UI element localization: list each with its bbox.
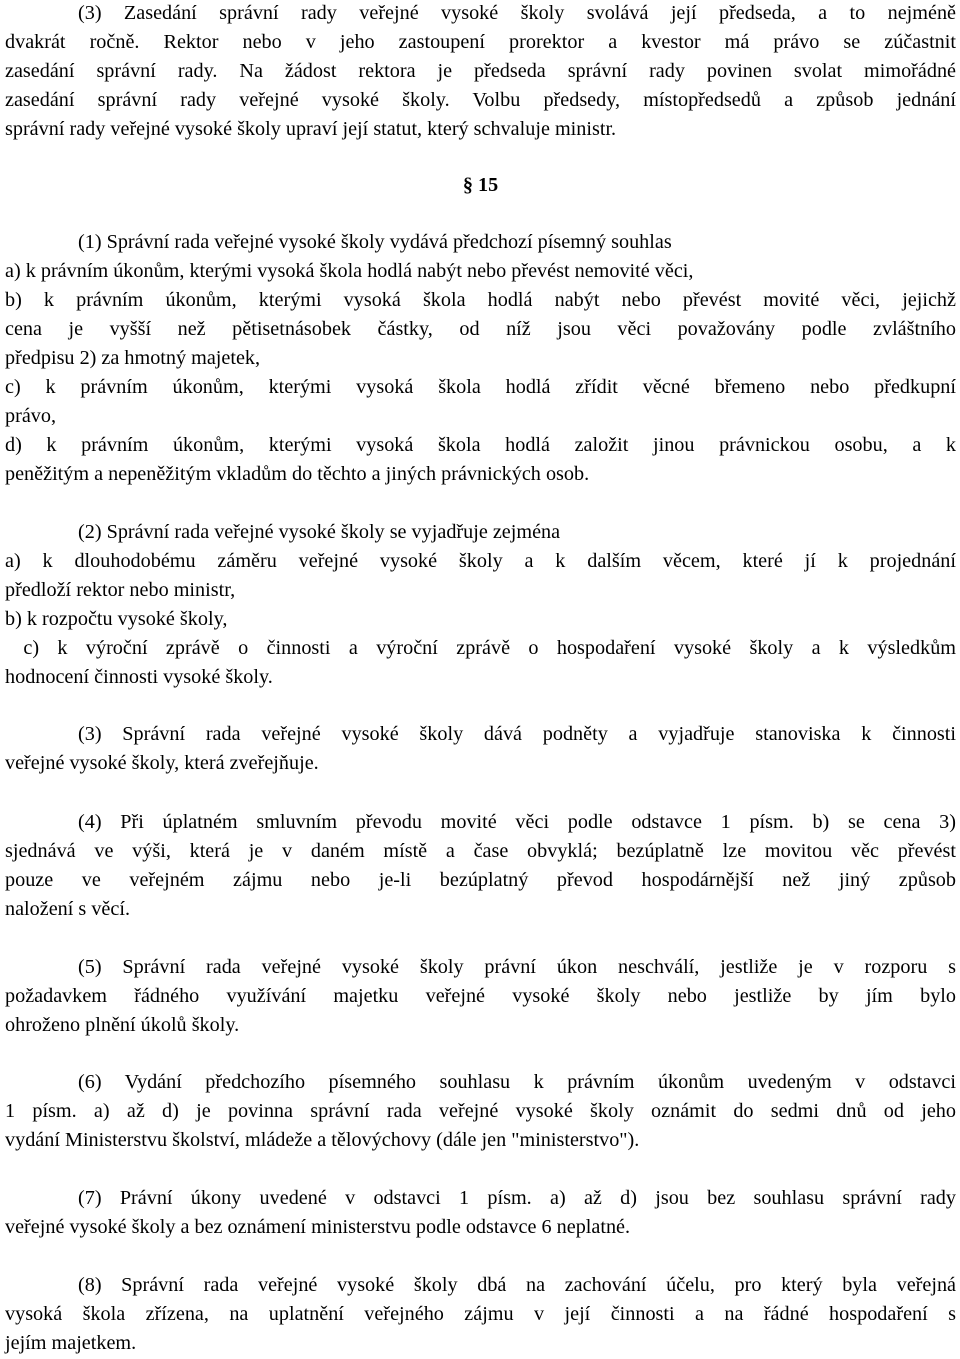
text-line: (1) Správní rada veřejné vysoké školy vydává předchozí písemný souhlas xyxy=(78,231,672,253)
text-line: (2) Správní rada veřejné vysoké školy se vyjadřuje zejména xyxy=(78,521,561,543)
text-line: cena je vyšší než pětisetnásobek částky, od níž jsou věci považovány podle zvláštního xyxy=(5,318,956,340)
paragraph-2 xyxy=(5,518,956,692)
list-item: b) k právním úkonům, kterými vysoká škola hodlá nabýt nebo převést movité věci, jejichž xyxy=(5,289,956,311)
text-line: zasedání správní rady. Na žádost rektora je předseda správní rady povinen svolat mimořádné xyxy=(5,60,956,82)
paragraph-4 xyxy=(5,808,956,924)
text-line: (6) Vydání předchozího písemného souhlasu k právním úkonům uvedeným v odstavci xyxy=(78,1071,956,1093)
text-line: peněžitým a nepeněžitým vkladům do těchto a jiných právnických osob. xyxy=(5,463,590,485)
text-line: 1 písm. a) až d) je povinna správní rada veřejné vysoké školy oznámit do sedmi dnů od jeho xyxy=(5,1100,956,1122)
text-line: předloží rektor nebo ministr, xyxy=(5,579,236,601)
paragraph-7 xyxy=(5,1184,956,1242)
text-line: pouze ve veřejném zájmu nebo je-li bezúplatný převod hospodárnější než jiný způsob xyxy=(5,869,956,891)
text-line: naložení s věcí. xyxy=(5,898,130,920)
list-item: a) k dlouhodobému záměru veřejné vysoké školy a k dalším věcem, které jí k projednání xyxy=(5,550,956,572)
paragraph-intro xyxy=(5,0,956,144)
text-line: vysoká škola zřízena, na uplatnění veřejného zájmu v její činnosti a na řádné hospodaření s xyxy=(5,1303,956,1325)
paragraph-8 xyxy=(5,1271,956,1358)
text-line: zasedání správní rady veřejné vysoké školy. Volbu předsedy, místopředsedů a způsob jednání xyxy=(5,89,956,111)
text-line: správní rady veřejné vysoké školy upraví její statut, který schvaluje ministr. xyxy=(5,118,617,140)
text-line: právo, xyxy=(5,405,57,427)
paragraph-5 xyxy=(5,953,956,1040)
text-line: (7) Právní úkony uvedené v odstavci 1 písm. a) až d) jsou bez souhlasu správní rady xyxy=(78,1187,956,1209)
text-line: vydání Ministerstvu školství, mládeže a tělovýchovy (dále jen "ministerstvo"). xyxy=(5,1129,640,1151)
text-line: hodnocení činnosti vysoké školy. xyxy=(5,666,273,688)
text-line: (3) Zasedání správní rady veřejné vysoké školy svolává její předseda, a to nejméně xyxy=(78,2,956,24)
list-item: d) k právním úkonům, kterými vysoká škola hodlá založit jinou právnickou osobu, a k xyxy=(5,434,956,456)
text-line: dvakrát ročně. Rektor nebo v jeho zastoupení prorektor a kvestor má právo se zúčastnit xyxy=(5,31,956,53)
list-item: c) k výroční zprávě o činnosti a výroční zprávě o hospodaření vysoké školy a k výsledkům xyxy=(5,637,956,659)
text-line: předpisu 2) za hmotný majetek, xyxy=(5,347,261,369)
paragraph-6 xyxy=(5,1068,956,1155)
text-line: sjednává ve výši, která je v daném místě a čase obvyklá; bezúplatně lze movitou věc převést xyxy=(5,840,956,862)
text-line: (5) Správní rada veřejné vysoké školy právní úkon neschválí, jestliže je v rozporu s xyxy=(78,956,956,978)
text-line: jejím majetkem. xyxy=(5,1332,137,1354)
paragraph-3 xyxy=(5,720,956,778)
text-line: (8) Správní rada veřejné vysoké školy dbá na zachování účelu, pro který byla veřejná xyxy=(78,1274,956,1296)
section-heading: § 15 xyxy=(462,174,499,196)
text-line: požadavkem řádného využívání majetku veřejné vysoké školy nebo jestliže by jím bylo xyxy=(5,985,956,1007)
text-line: ohroženo plnění úkolů školy. xyxy=(5,1014,240,1036)
list-item: b) k rozpočtu vysoké školy, xyxy=(5,608,228,630)
text-line: veřejné vysoké školy, která zveřejňuje. xyxy=(5,752,319,774)
text-line: (4) Při úplatném smluvním převodu movité věci podle odstavce 1 písm. b) se cena 3) xyxy=(78,811,956,833)
text-line: veřejné vysoké školy a bez oznámení ministerstvu podle odstavce 6 neplatné. xyxy=(5,1216,631,1238)
text-line: (3) Správní rada veřejné vysoké školy dává podněty a vyjadřuje stanoviska k činnosti xyxy=(78,723,956,745)
list-item: a) k právním úkonům, kterými vysoká škola hodlá nabýt nebo převést nemovité věci, xyxy=(5,260,694,282)
list-item: c) k právním úkonům, kterými vysoká škola hodlá zřídit věcné břemeno nebo předkupní xyxy=(5,376,956,398)
paragraph-1 xyxy=(5,228,956,489)
